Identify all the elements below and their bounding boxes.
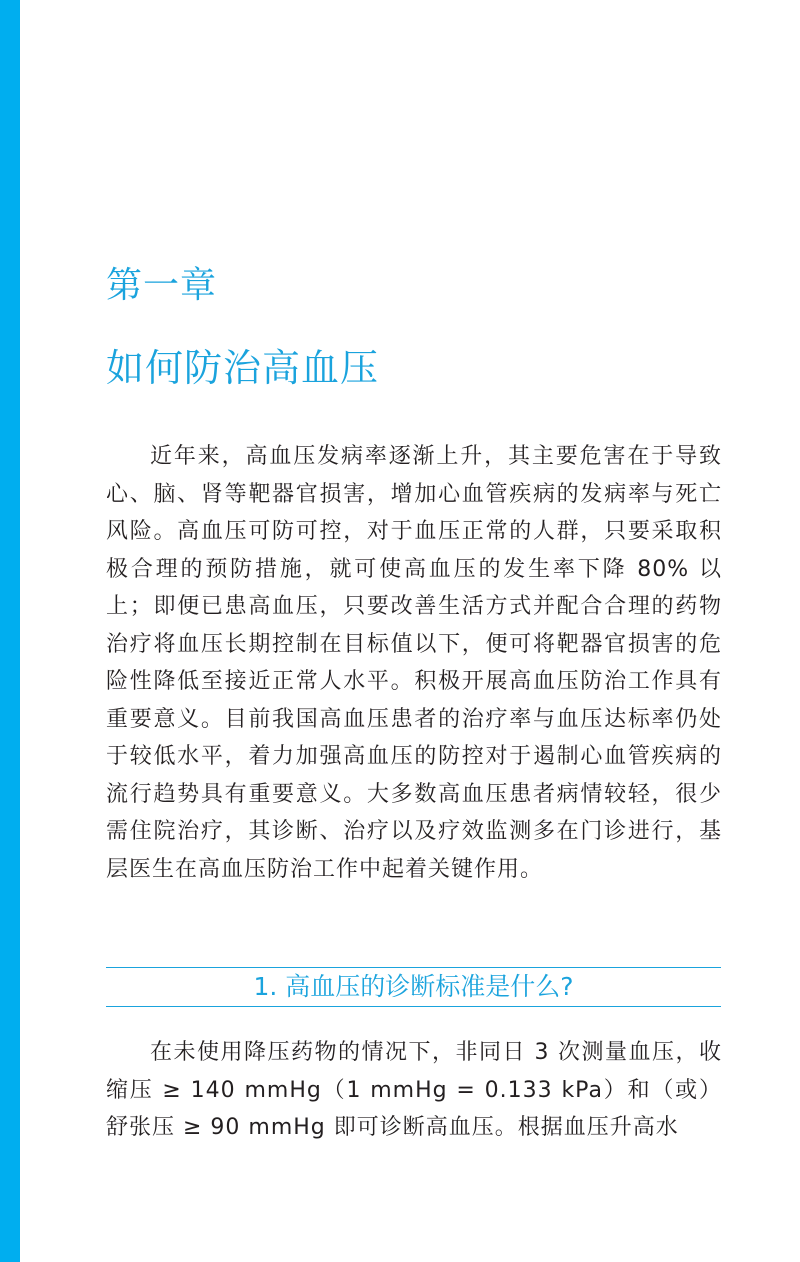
chapter-number: 第一章 bbox=[106, 265, 218, 306]
chapter-title: 如何防治高血压 bbox=[106, 346, 380, 390]
page-edge-color-bar bbox=[0, 0, 20, 1262]
section-heading-text: 1. 高血压的诊断标准是什么? bbox=[253, 972, 574, 1001]
body-paragraph-diagnosis: 在未使用降压药物的情况下，非同日 3 次测量血压，收缩压 ≥ 140 mmHg（1 mmHg = 0.133 kPa）和（或）舒张压 ≥ 90 mmHg 即可诊断高血压。根据血压升高水 bbox=[106, 1040, 722, 1140]
body-paragraph-intro: 近年来，高血压发病率逐渐上升，其主要危害在于导致心、脑、肾等靶器官损害，增加心血管疾病的发病率与死亡风险。高血压可防可控，对于血压正常的人群，只要采取积极合理的预防措施，就可使高血压的发生率下降 80% 以上；即便已患高血压，只要改善生活方式并配合合理的药物治疗将血压长期控制在目标值以下，便可将靶器官损害的危险性降低至接近正常人水平。积极开展高血压防治工作具有重要意义。目前我国高血压患者的治疗率与血压达标率仍处于较低水平，着力加强高血压的防控对于遏制心血管疾病的流行趋势具有重要意义。大多数高血压患者病情较轻，很少需住院治疗，其诊断、治疗以及疗效监测多在门诊进行，基层医生在高血压防治工作中起着关键作用。 bbox=[106, 444, 722, 882]
section-heading-box bbox=[106, 967, 721, 1007]
